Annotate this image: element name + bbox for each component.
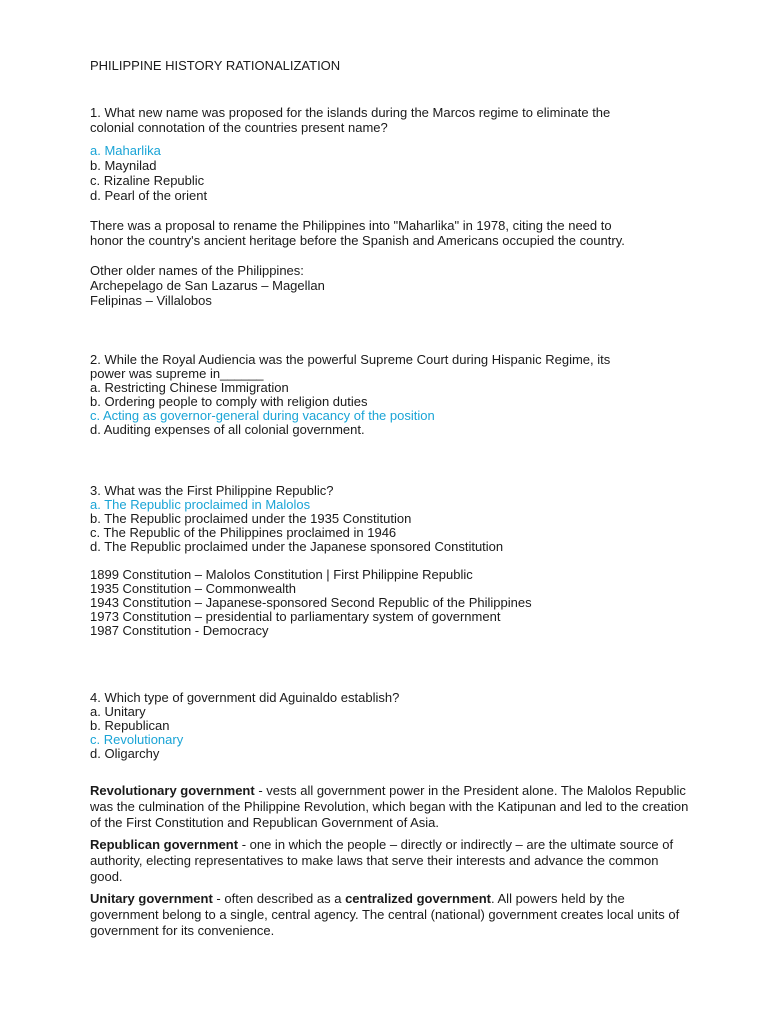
question-text: 2. While the Royal Audiencia was the powerful Supreme Court during Hispanic Regime, its <box>90 352 611 367</box>
question-text: colonial connotation of the countries present name? <box>90 120 388 135</box>
question-1-options <box>90 144 690 204</box>
definition-text: - vests all government power in the President alone. The Malolos Republic was the culmination of the Philippine Revolution, which began with the Katipunan and led to the creation of the First Constitution and Republican Government of Asia. <box>90 783 689 830</box>
definition-text: - often described as a <box>212 891 346 906</box>
definition-term: centralized government <box>345 891 491 906</box>
constitution-item: 1943 Constitution – Japanese-sponsored Second Republic of the Philippines <box>90 595 532 610</box>
definition-text: - one in which the people – directly or indirectly – are the ultimate source of authority, electing representatives to make laws that serve their interests and advance the common good. <box>90 837 674 884</box>
constitution-item: 1987 Constitution - Democracy <box>90 623 269 638</box>
answer-option: a. Restricting Chinese Immigration <box>90 380 289 395</box>
answer-option: d. Auditing expenses of all colonial government. <box>90 422 365 437</box>
question-1 <box>90 106 690 135</box>
answer-option: d. Oligarchy <box>90 746 160 761</box>
question-text: 1. What new name was proposed for the islands during the Marcos regime to eliminate the <box>90 105 611 120</box>
document-title: PHILIPPINE HISTORY RATIONALIZATION <box>90 58 341 73</box>
question-4 <box>90 691 690 761</box>
definition-term: Republican government <box>90 837 239 852</box>
explanation-text: There was a proposal to rename the Philippines into "Maharlika" in 1978, citing the need to <box>90 218 612 233</box>
answer-option: d. Pearl of the orient <box>90 188 208 203</box>
explanation-text: honor the country's ancient heritage before the Spanish and Americans occupied the country. <box>90 233 625 248</box>
constitution-item: 1935 Constitution – Commonwealth <box>90 581 296 596</box>
question-2 <box>90 353 690 437</box>
answer-option-correct: c. Revolutionary <box>90 732 184 747</box>
answer-option: b. Ordering people to comply with religion duties <box>90 394 368 409</box>
older-names <box>90 264 690 309</box>
answer-option: b. Maynilad <box>90 158 157 173</box>
answer-option: c. The Republic of the Philippines proclaimed in 1946 <box>90 525 397 540</box>
definition-republican <box>90 837 690 885</box>
definition-unitary <box>90 891 690 939</box>
question-text: power was supreme in______ <box>90 366 264 381</box>
question-1-explanation <box>90 219 690 249</box>
constitution-item: 1973 Constitution – presidential to parliamentary system of government <box>90 609 501 624</box>
definition-text: . All powers held by the government belong to a single, central agency. The central (national) government creates local units of government for its convenience. <box>90 891 680 938</box>
older-names-heading: Other older names of the Philippines: <box>90 263 304 278</box>
older-name: Felipinas – Villalobos <box>90 293 212 308</box>
question-3 <box>90 484 690 554</box>
answer-option: a. Unitary <box>90 704 146 719</box>
definition-term: Revolutionary government <box>90 783 255 798</box>
answer-option-correct: a. Maharlika <box>90 143 161 158</box>
constitutions-list <box>90 568 690 638</box>
definition-revolutionary <box>90 783 690 831</box>
constitution-item: 1899 Constitution – Malolos Constitution | First Philippine Republic <box>90 567 473 582</box>
question-text: 3. What was the First Philippine Republic? <box>90 483 334 498</box>
answer-option-correct: a. The Republic proclaimed in Malolos <box>90 497 311 512</box>
answer-option: c. Rizaline Republic <box>90 173 205 188</box>
question-text: 4. Which type of government did Aguinaldo establish? <box>90 690 400 705</box>
answer-option: b. The Republic proclaimed under the 1935 Constitution <box>90 511 412 526</box>
definition-term: Unitary government <box>90 891 213 906</box>
answer-option-correct: c. Acting as governor-general during vacancy of the position <box>90 408 435 423</box>
answer-option: d. The Republic proclaimed under the Japanese sponsored Constitution <box>90 539 504 554</box>
answer-option: b. Republican <box>90 718 170 733</box>
older-name: Archepelago de San Lazarus – Magellan <box>90 278 325 293</box>
